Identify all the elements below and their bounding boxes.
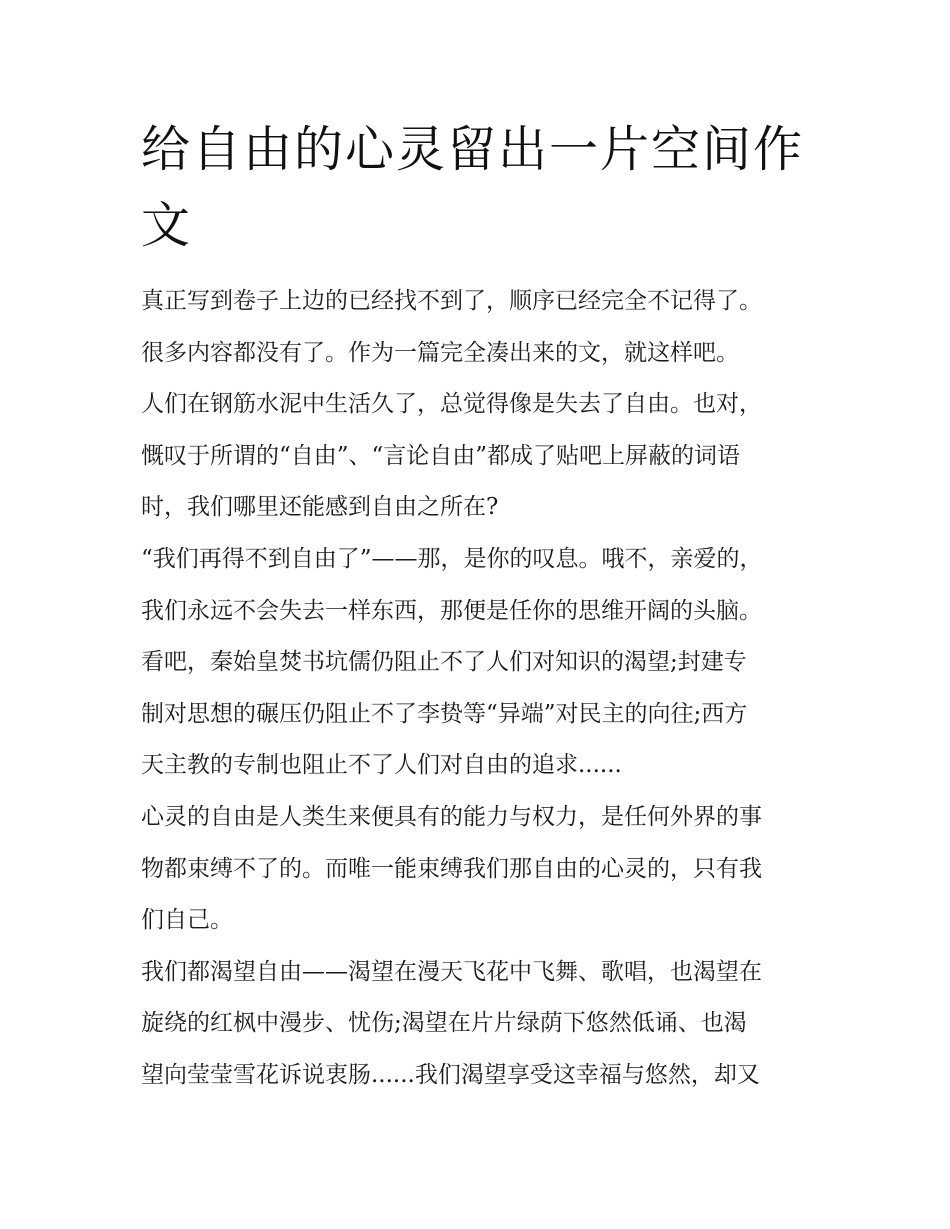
document-title — [141, 112, 821, 264]
title-line: 给自由的心灵留出一片空间作 — [141, 121, 805, 178]
text-line: 制对思想的碾压仍阻止不了李贽等“异端”对民主的向往;西方 — [141, 700, 748, 727]
text-line: 看吧，秦始皇焚书坑儒仍阻止不了人们对知识的渴望;封建专 — [141, 649, 747, 676]
text-line: 心灵的自由是人类生来便具有的能力与权力，是任何外界的事 — [141, 803, 762, 830]
text-line: 望向莹莹雪花诉说衷肠......我们渴望享受这幸福与悠然，却又 — [141, 1061, 760, 1088]
title-line: 文 — [141, 197, 193, 254]
text-line: “我们再得不到自由了”——那，是你的叹息。哦不，亲爱的， — [141, 545, 763, 572]
document-body — [141, 276, 821, 1102]
text-line: 慨叹于所谓的“自由”、“言论自由”都成了贴吧上屏蔽的词语 — [141, 442, 741, 469]
text-line: 很多内容都没有了。作为一篇完全凑出来的文，就这样吧。 — [141, 339, 739, 366]
text-line: 物都束缚不了的。而唯一能束缚我们那自由的心灵的，只有我 — [141, 855, 762, 882]
text-line: 们自己。 — [141, 907, 233, 934]
text-line: 我们永远不会失去一样东西，那便是任你的思维开阔的头脑。 — [141, 597, 762, 624]
text-line: 我们都渴望自由——渴望在漫天飞花中飞舞、歌唱，也渴望在 — [141, 958, 762, 985]
text-line: 时，我们哪里还能感到自由之所在? — [141, 494, 499, 521]
text-line: 真正写到卷子上边的已经找不到了，顺序已经完全不记得了。 — [141, 288, 762, 314]
text-line: 天主教的专制也阻止不了人们对自由的追求...... — [141, 752, 622, 779]
text-line: 人们在钢筋水泥中生活久了，总觉得像是失去了自由。也对， — [141, 391, 762, 418]
text-line: 旋绕的红枫中漫步、忧伤;渴望在片片绿荫下悠然低诵、也渴 — [141, 1010, 747, 1037]
